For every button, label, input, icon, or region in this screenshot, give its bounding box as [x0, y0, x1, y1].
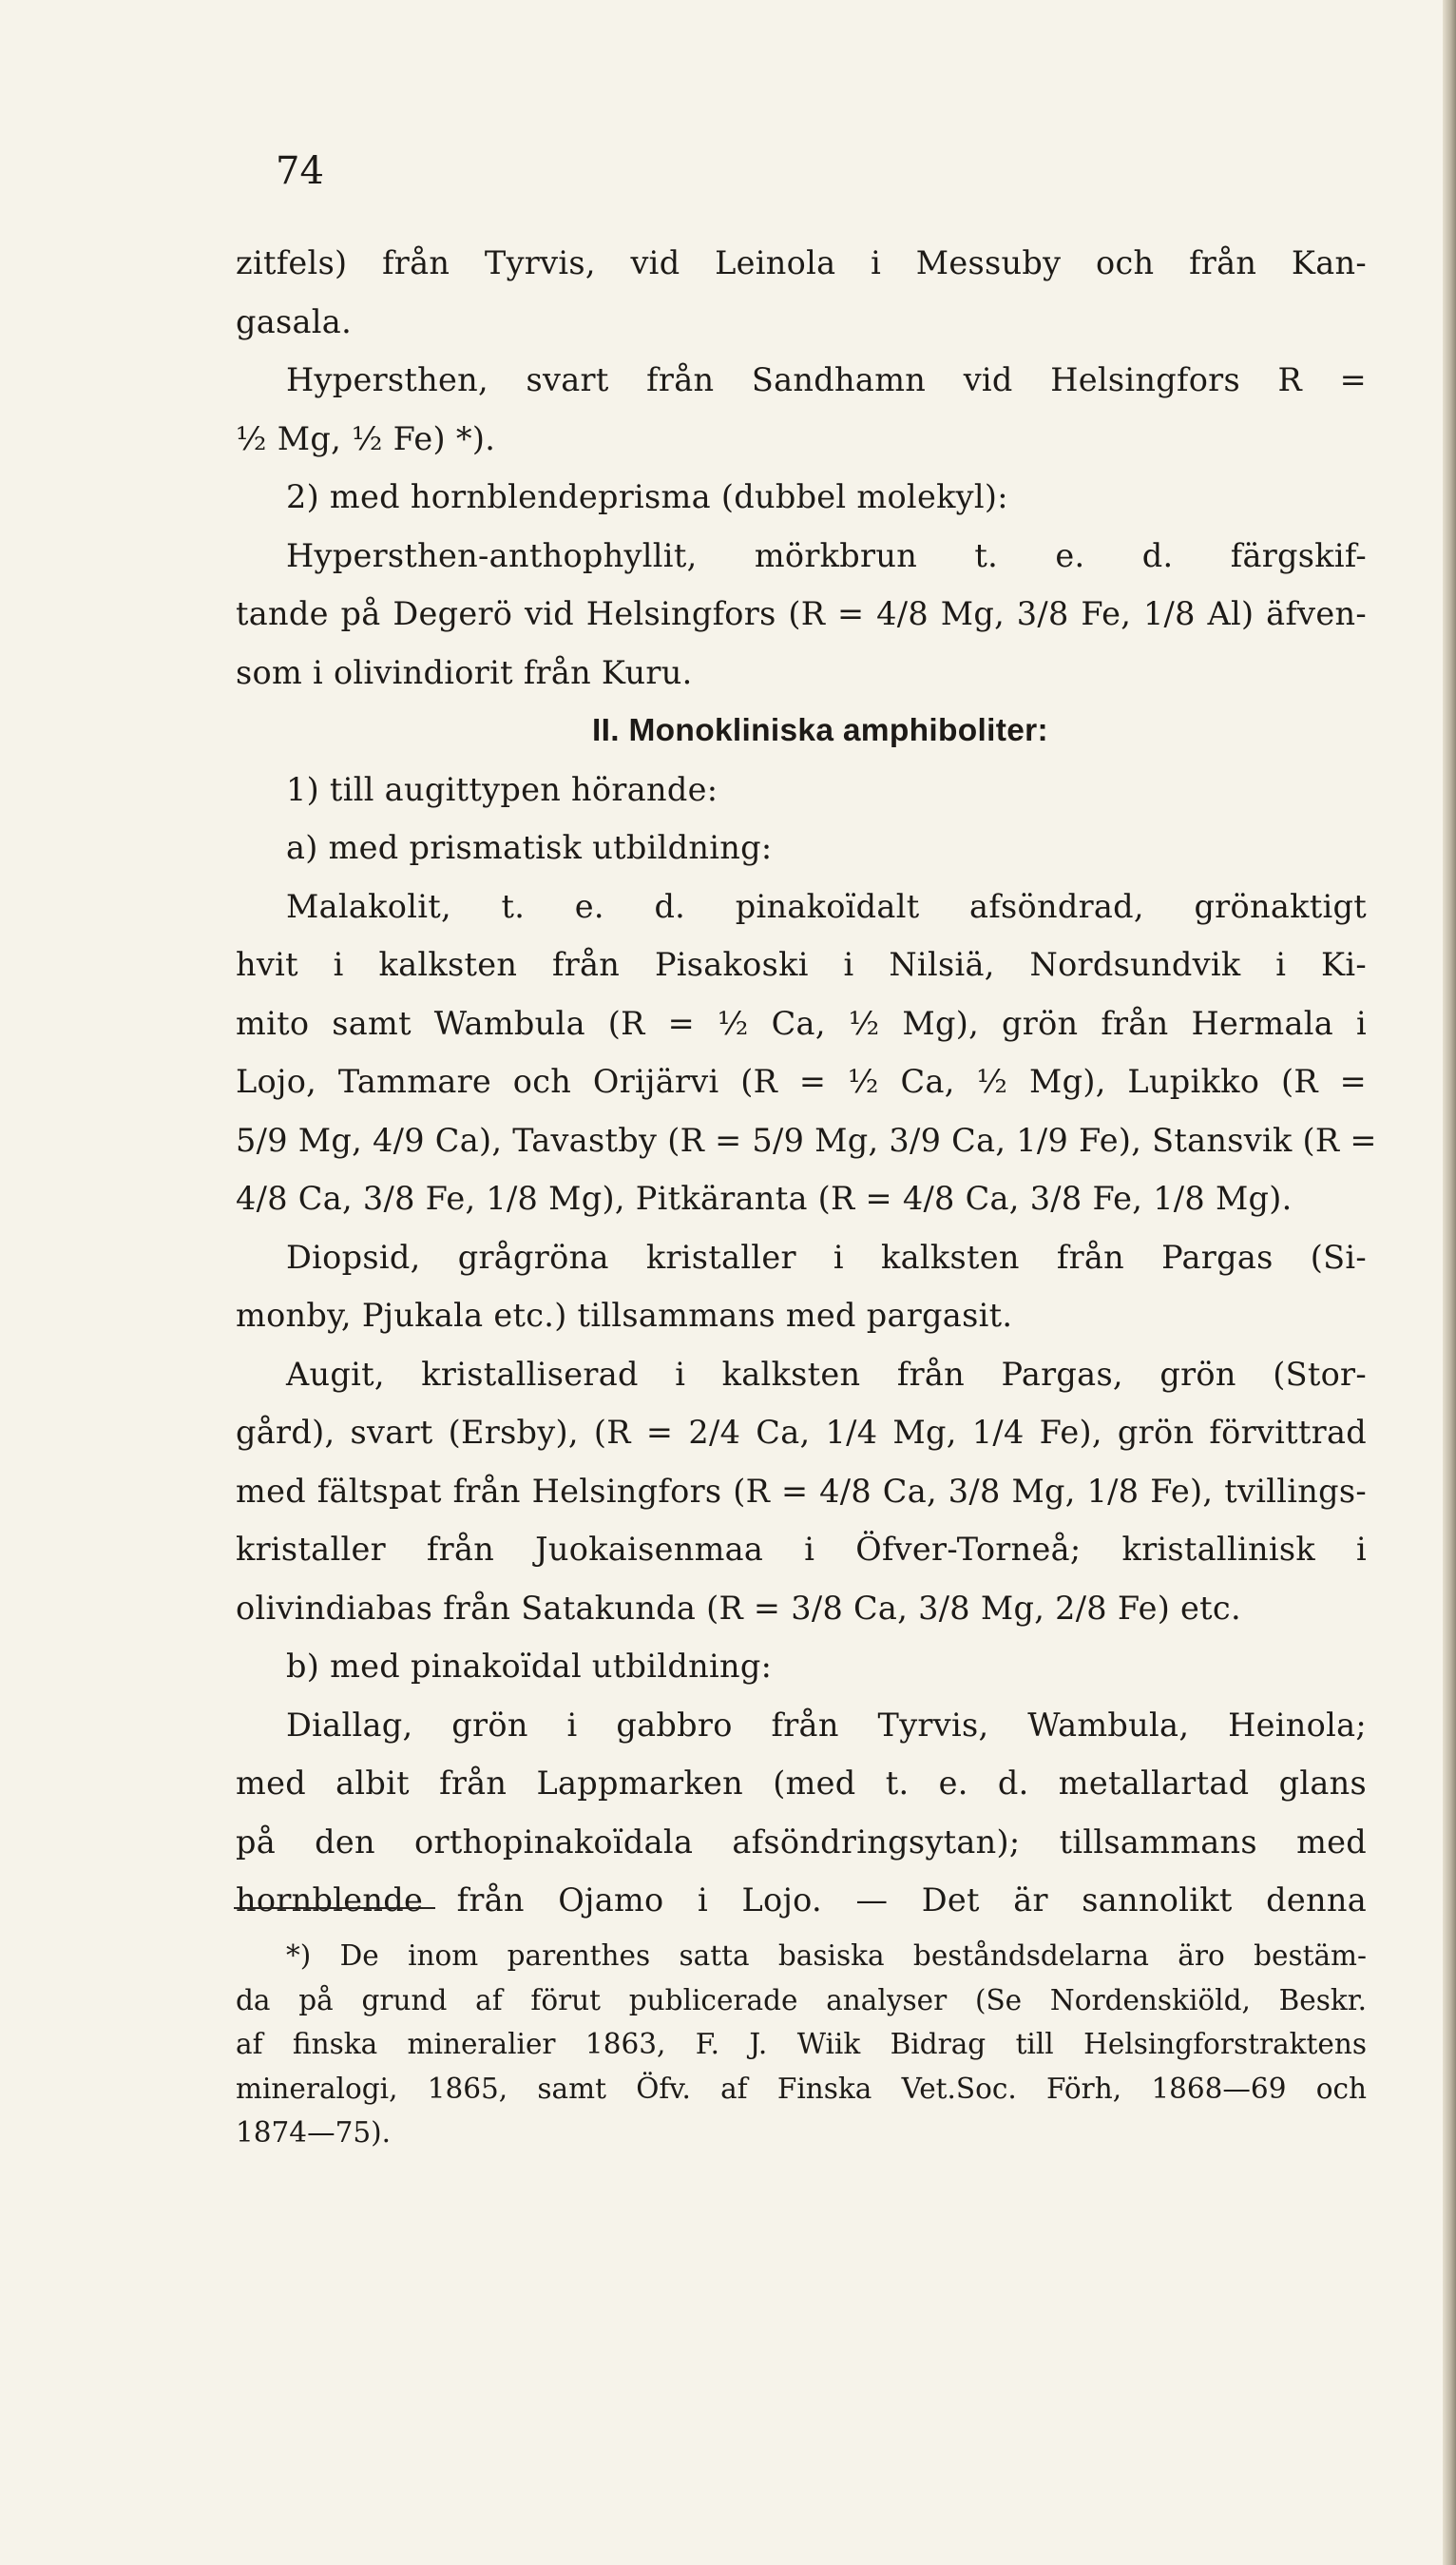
page-number: 74: [276, 149, 324, 193]
text-line-7: tande på Degerö vid Helsingfors (R = 4/8 Mg, 3/8 Fe, 1/8 Al) äfven-: [236, 595, 1367, 632]
section-heading: II. Monokliniska amphiboliter:: [592, 713, 1048, 748]
text-line-6: Hypersthen-anthophyllit, mörkbrun t. e. d. färgskif-: [286, 536, 1367, 574]
text-line-8: som i olivindiorit från Kuru.: [236, 653, 693, 691]
text-line-28: på den orthopinakoïdala afsöndringsytan); tillsammans med: [236, 1822, 1367, 1861]
footnote-divider: [234, 1907, 435, 1909]
text-line-26: Diallag, grön i gabbro från Tyrvis, Wambula, Heinola;: [286, 1706, 1367, 1744]
text-line-3: Hypersthen, svart från Sandhamn vid Helsingfors R =: [286, 361, 1367, 398]
body-text: [236, 234, 1377, 1930]
footnote-line-5: 1874—75).: [236, 2116, 391, 2149]
text-line-11: a) med prismatisk utbildning:: [286, 829, 773, 866]
text-line-16: 5/9 Mg, 4/9 Ca), Tavastby (R = 5/9 Mg, 3/9 Ca, 1/9 Fe), Stansvik (R =: [236, 1121, 1377, 1159]
page-edge-shadow: [1443, 0, 1456, 2565]
text-line-22: med fältspat från Helsingfors (R = 4/8 Ca, 3/8 Mg, 1/8 Fe), tvillings-: [236, 1472, 1367, 1510]
text-line-23: kristaller från Juokaisenmaa i Öfver-Torneå; kristallinisk i: [236, 1531, 1367, 1568]
text-line-5: 2) med hornblendeprisma (dubbel molekyl):: [286, 478, 1008, 515]
footnote-line-1: *) De inom parenthes satta basiska beståndsdelarna äro bestäm-: [286, 1939, 1367, 1972]
text-line-4: ½ Mg, ½ Fe) *).: [236, 419, 496, 457]
text-line-15: Lojo, Tammare och Orijärvi (R = ½ Ca, ½ Mg), Lupikko (R =: [236, 1063, 1367, 1100]
text-line-1: zitfels) från Tyrvis, vid Leinola i Messuby och från Kan-: [236, 244, 1367, 281]
footnote-line-4: mineralogi, 1865, samt Öfv. af Finska Vet.Soc. Förh, 1868—69 och: [236, 2072, 1367, 2105]
text-line-24: olivindiabas från Satakunda (R = 3/8 Ca, 3/8 Mg, 2/8 Fe) etc.: [236, 1589, 1241, 1627]
footnote-line-3: af finska mineralier 1863, F. J. Wiik Bidrag till Helsingforstraktens: [236, 2028, 1367, 2060]
text-line-13: hvit i kalksten från Pisakoski i Nilsiä, Nordsundvik i Ki-: [236, 946, 1367, 983]
footnote: [236, 1934, 1367, 2155]
text-line-21: gård), svart (Ersby), (R = 2/4 Ca, 1/4 Mg, 1/4 Fe), grön förvittrad: [236, 1414, 1367, 1451]
text-line-18: Diopsid, grågröna kristaller i kalksten från Pargas (Si-: [286, 1238, 1367, 1276]
text-line-10: 1) till augittypen hörande:: [286, 770, 718, 808]
text-line-19: monby, Pjukala etc.) tillsammans med pargasit.: [236, 1297, 1013, 1334]
text-line-27: med albit från Lappmarken (med t. e. d. metallartad glans: [236, 1765, 1367, 1802]
text-line-2: gasala.: [236, 302, 353, 340]
text-line-12: Malakolit, t. e. d. pinakoïdalt afsöndrad, grönaktigt: [286, 887, 1367, 925]
footnote-line-2: da på grund af förut publicerade analyser (Se Nordenskiöld, Beskr.: [236, 1983, 1367, 2016]
text-line-14: mito samt Wambula (R = ½ Ca, ½ Mg), grön från Hermala i: [236, 1004, 1367, 1042]
text-line-25: b) med pinakoïdal utbildning:: [286, 1648, 773, 1685]
text-line-29: hornblende från Ojamo i Lojo. — Det är sannolikt denna: [236, 1881, 1367, 1919]
text-line-20: Augit, kristalliserad i kalksten från Pargas, grön (Stor-: [286, 1355, 1367, 1393]
text-line-17: 4/8 Ca, 3/8 Fe, 1/8 Mg), Pitkäranta (R = 4/8 Ca, 3/8 Fe, 1/8 Mg).: [236, 1180, 1293, 1217]
